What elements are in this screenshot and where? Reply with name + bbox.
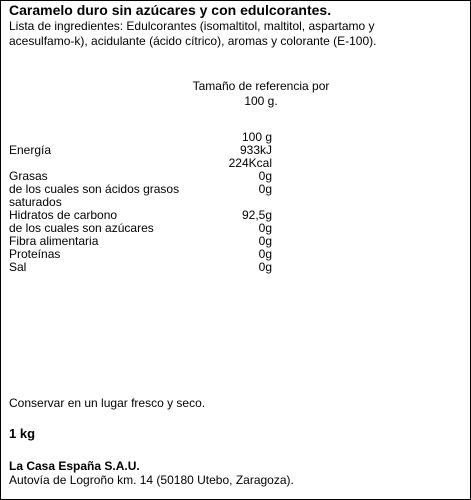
protein-label: Proteínas — [9, 247, 61, 261]
salt-value: 0g — [258, 260, 272, 274]
fiber-value: 0g — [258, 234, 272, 248]
company-address: Autovía de Logroño km. 14 (50180 Utebo, Zaragoza). — [9, 473, 294, 487]
protein-row — [9, 248, 464, 261]
header-value: 100 g — [241, 130, 272, 144]
storage-instructions: Conservar en un lugar fresco y seco. — [9, 396, 206, 410]
saturated-row — [9, 183, 464, 196]
saturated-value: 0g — [258, 182, 272, 196]
product-title: Caramelo duro sin azúcares y con edulcorantes. — [9, 2, 332, 18]
reference-line-2: 100 g. — [244, 94, 278, 108]
fat-value: 0g — [258, 169, 272, 183]
reference-size — [171, 79, 351, 109]
nutrition-table — [9, 131, 464, 274]
net-weight: 1 kg — [9, 426, 36, 441]
saturated-label-2: saturados — [9, 195, 62, 209]
salt-label: Sal — [9, 260, 27, 274]
energy-kcal-value: 224Kcal — [228, 156, 272, 170]
sugars-value: 0g — [258, 221, 272, 235]
reference-line-1: Tamaño de referencia por — [192, 79, 330, 93]
carbs-value: 92,5g — [241, 208, 272, 222]
fat-label: Grasas — [9, 169, 48, 183]
carbs-label: Hidratos de carbono — [9, 208, 118, 222]
energy-kcal-row — [9, 157, 464, 170]
fiber-row — [9, 235, 464, 248]
saturated-label-1: de los cuales son ácidos grasos — [9, 182, 180, 196]
salt-row — [9, 261, 464, 274]
nutrition-header-row — [9, 131, 464, 144]
ingredients-line-1: Lista de ingredientes: Edulcorantes (isomaltitol, maltitol, aspartamo y — [9, 19, 375, 33]
fiber-label: Fibra alimentaria — [9, 234, 99, 248]
company-name: La Casa España S.A.U. — [9, 459, 140, 473]
sugars-label: de los cuales son azúcares — [9, 221, 154, 235]
energy-label: Energía — [9, 143, 52, 157]
ingredients-list — [9, 19, 462, 49]
energy-kj-value: 933kJ — [239, 143, 272, 157]
ingredients-line-2: acesulfamo-k), acidulante (ácido cítrico), aromas y colorante (E-100). — [9, 34, 377, 48]
protein-value: 0g — [258, 247, 272, 261]
